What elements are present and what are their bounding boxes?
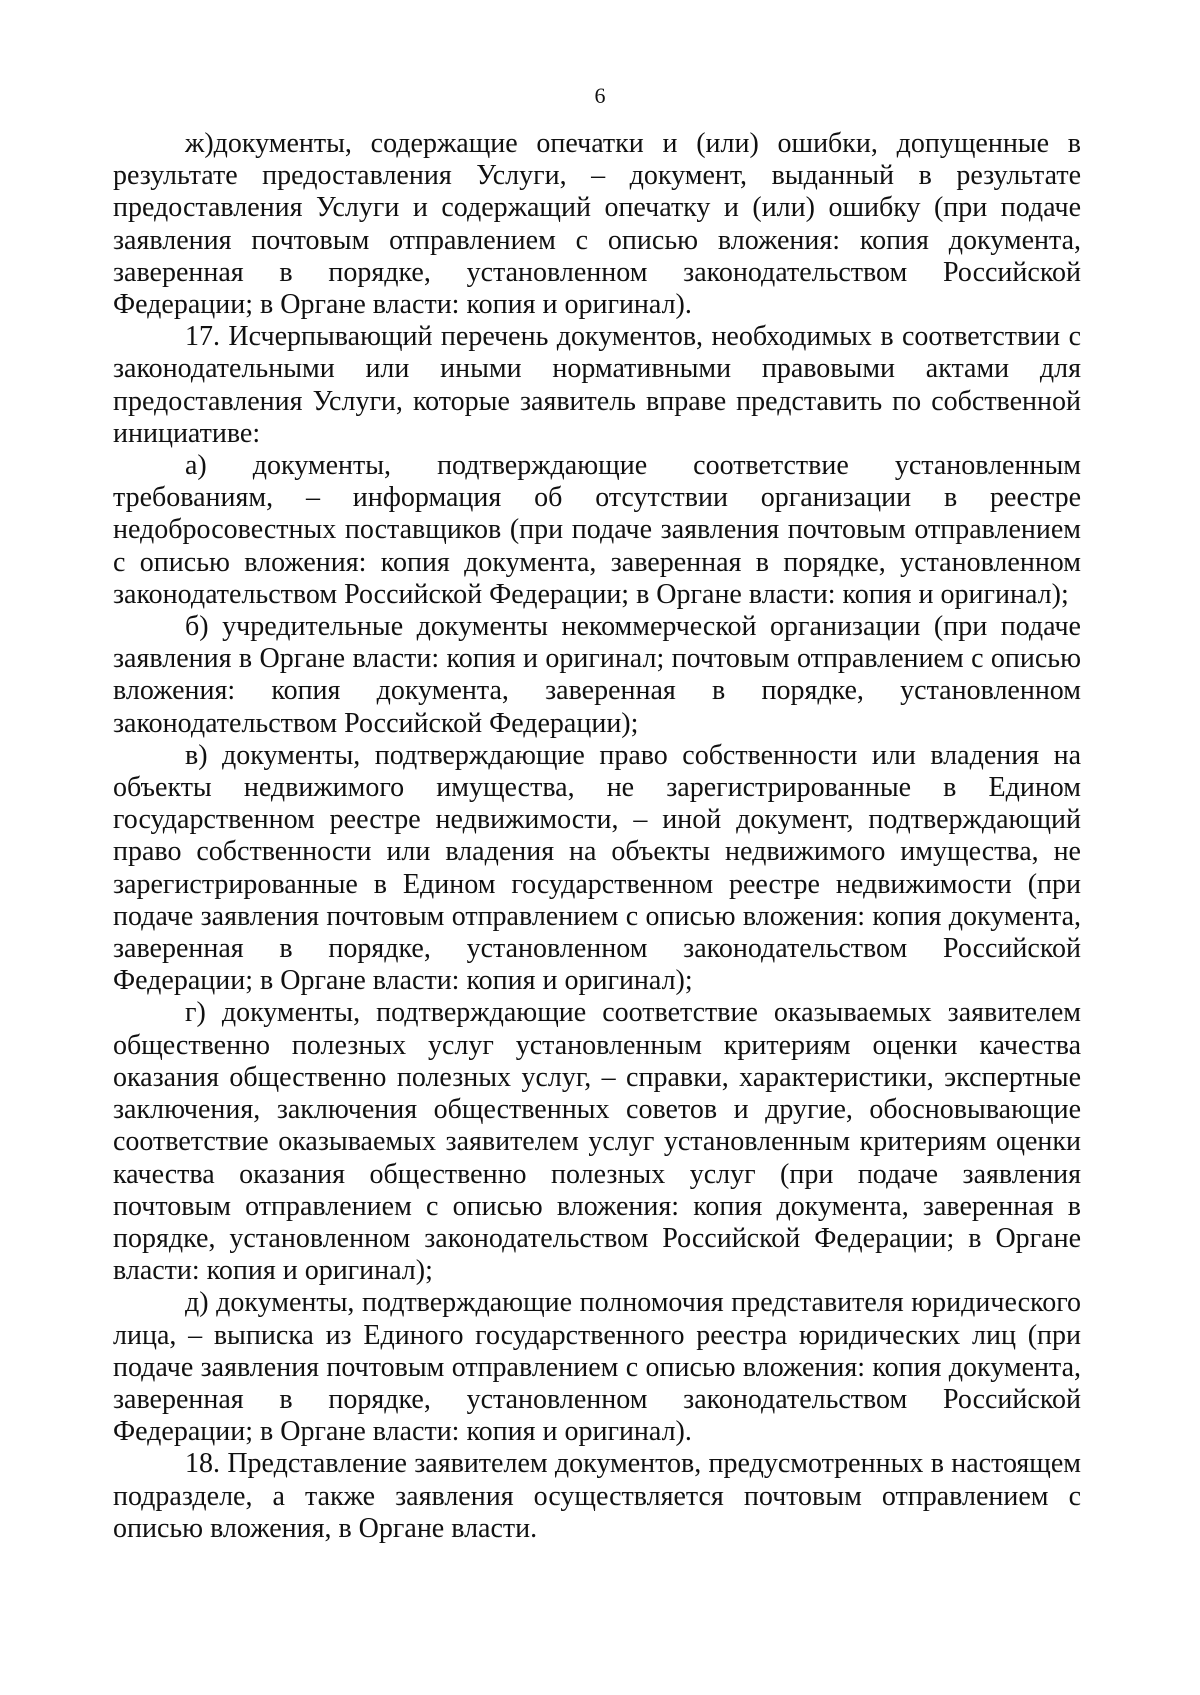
paragraph-clause-17: 17. Исчерпывающий перечень документов, необходимых в соответствии с законодательными или иными нормативными правовыми актами для предоставления Услуги, которые заявитель вправе представить по собственной инициативе: — [113, 321, 1081, 449]
document-body — [113, 128, 1081, 1545]
paragraph-item-b: б) учредительные документы некоммерческой организации (при подаче заявления в Органе власти: копия и оригинал; почтовым отправлением с описью вложения: копия документа, заверенная в порядке, установленном законодательством Российской Федерации); — [113, 611, 1081, 739]
paragraph-item-g: г) документы, подтверждающие соответствие оказываемых заявителем общественно полезных услуг установленным критериям оценки качества оказания общественно полезных услуг, – справки, характеристики, экспертные заключения, заключения общественных советов и другие, обосновывающие соответствие оказываемых заявителем услуг установленным критериям оценки качества оказания общественно полезных услуг (при подаче заявления почтовым отправлением с описью вложения: копия документа, заверенная в порядке, установленном законодательством Российской Федерации; в Органе власти: копия и оригинал); — [113, 997, 1081, 1287]
paragraph-clause-18: 18. Представление заявителем документов, предусмотренных в настоящем подразделе, а также заявления осуществляется почтовым отправлением с описью вложения, в Органе власти. — [113, 1448, 1081, 1544]
paragraph-item-zh: ж)документы, содержащие опечатки и (или) ошибки, допущенные в результате предоставления Услуги, – документ, выданный в результате предоставления Услуги и содержащий опечатку и (или) ошибку (при подаче заявления почтовым отправлением с описью вложения: копия документа, заверенная в порядке, установленном законодательством Российской Федерации; в Органе власти: копия и оригинал). — [113, 128, 1081, 321]
page-number: 6 — [594, 83, 606, 108]
paragraph-item-a: а) документы, подтверждающие соответствие установленным требованиям, – информация об отсутствии организации в реестре недобросовестных поставщиков (при подаче заявления почтовым отправлением с описью вложения: копия документа, заверенная в порядке, установленном законодательством Российской Федерации; в Органе власти: копия и оригинал); — [113, 450, 1081, 610]
paragraph-item-d: д) документы, подтверждающие полномочия представителя юридического лица, – выписка из Единого государственного реестра юридических лиц (при подаче заявления почтовым отправлением с описью вложения: копия документа, заверенная в порядке, установленном законодательством Российской Федерации; в Органе власти: копия и оригинал). — [113, 1287, 1081, 1448]
paragraph-item-v: в) документы, подтверждающие право собственности или владения на объекты недвижимого имущества, не зарегистрированные в Едином государственном реестре недвижимости, – иной документ, подтверждающий право собственности или владения на объекты недвижимого имущества, не зарегистрированные в Едином государственном реестре недвижимости (при подаче заявления почтовым отправлением с описью вложения: копия документа, заверенная в порядке, установленном законодательством Российской Федерации; в Органе власти: копия и оригинал); — [113, 739, 1081, 997]
